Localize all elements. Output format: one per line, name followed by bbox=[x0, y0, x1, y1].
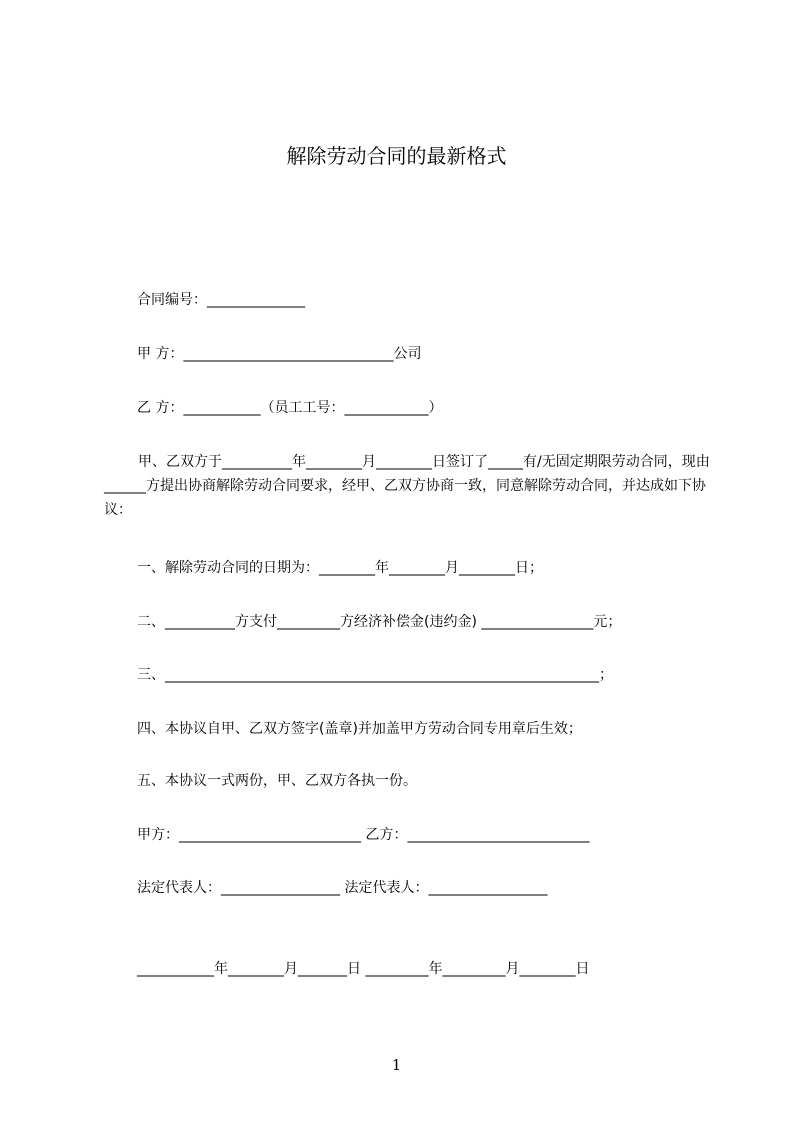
party-a-line: 甲 方：______________________________公司 bbox=[137, 346, 422, 362]
clause-3: 三、______________________________________________________________； bbox=[137, 667, 613, 683]
contract-number-line: 合同编号：______________ bbox=[137, 292, 305, 308]
document-title: 解除劳动合同的最新格式 bbox=[286, 144, 507, 168]
legal-representatives-line: 法定代表人：_________________ 法定代表人：_________________ bbox=[137, 880, 548, 896]
signature-dates-line: ___________年________月_______日 _________年_________月________日 bbox=[137, 961, 590, 977]
signature-parties-line: 甲方：__________________________ 乙方：__________________________ bbox=[137, 827, 590, 843]
intro-paragraph: 甲、乙双方于__________年________月________日签订了_____有/无固定期限劳动合同，现由______方提出协商解除劳动合同要求，经甲、乙双方协商一致，同意解除劳动合同，并达成如下协议： bbox=[104, 454, 710, 518]
clause-4: 四、本协议自甲、乙双方签字(盖章)并加盖甲方劳动合同专用章后生效； bbox=[137, 721, 582, 737]
clause-2: 二、__________方支付_________方经济补偿金(违约金) ________________元； bbox=[137, 614, 622, 630]
clause-1: 一、解除劳动合同的日期为：________年________月________日； bbox=[137, 560, 543, 576]
clause-5: 五、本协议一式两份，甲、乙双方各执一份。 bbox=[137, 773, 417, 789]
page-number: 1 bbox=[391, 1056, 402, 1074]
party-b-line: 乙 方：___________（员工工号：____________） bbox=[137, 400, 443, 416]
